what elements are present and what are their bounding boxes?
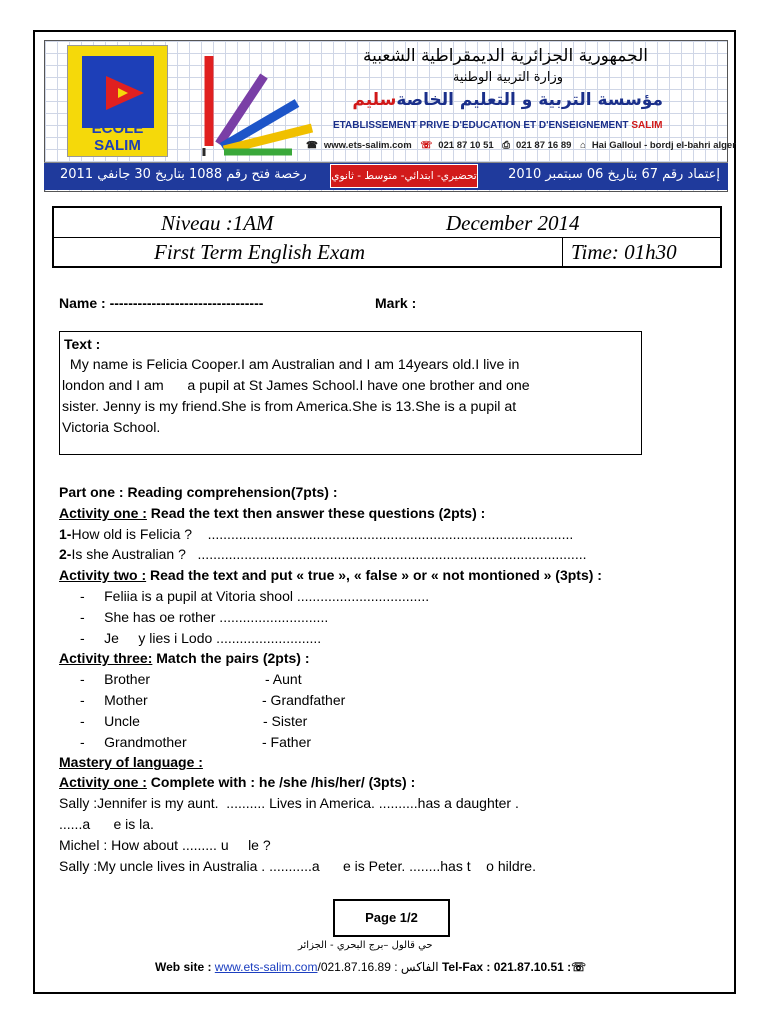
accreditation-text: إعتماد رقم 67 بتاريخ 06 سبتمبر 2010: [508, 167, 720, 182]
activity-two-instruction: Read the text and put « true », « false » or « not montioned » (3pts) :: [146, 567, 602, 583]
match-right-1: - Aunt: [265, 671, 302, 687]
list-item: - She has oe rother ............................: [80, 609, 329, 625]
school-logo: [67, 45, 168, 157]
mastery-line-3[interactable]: Michel : How about ......... u le ?: [59, 837, 271, 853]
header-phone1: 021 87 10 51: [438, 140, 494, 151]
exam-time-cell: [562, 238, 720, 267]
establishment-main: ETABLISSEMENT PRIVE D'EDUCATION ET D'ENSEIGNEMENT: [333, 120, 629, 131]
question-2: [59, 546, 587, 562]
pencils-icon: [172, 48, 317, 156]
reading-paragraph: [62, 355, 640, 439]
footer-website-link[interactable]: www.ets-salim.com: [214, 960, 318, 974]
mastery-heading: Mastery of language :: [59, 754, 203, 770]
telephone-icon: ☏: [571, 960, 587, 974]
paragraph-line: london and I am a pupil at St James School.I have one brother and one: [62, 378, 530, 394]
match-left-2: Mother: [104, 692, 148, 708]
list-item: - Feliia is a pupil at Vitoria shool ..................................: [80, 588, 430, 604]
establishment-salim: SALIM: [631, 120, 663, 131]
match-right-4: - Father: [262, 734, 312, 750]
activity-three-instruction: Match the pairs (2pts) :: [152, 650, 310, 666]
list-item: - Brother: [80, 671, 151, 687]
header-contacts: [306, 140, 742, 151]
activity-two-label: Activity two :: [59, 567, 147, 583]
fax-icon: ⎙: [502, 140, 510, 151]
list-item: - Mother: [80, 692, 148, 708]
question-1-text[interactable]: How old is Felicia ? ..............................................................................................: [71, 526, 574, 542]
footer-fax: /021.87.16.89 : الفاكس: [317, 960, 439, 974]
exam-level: Niveau :1AM: [161, 211, 274, 235]
levels-badge: تحضيري- ابتدائي- متوسط - ثانوي: [330, 164, 478, 188]
mastery-line-1[interactable]: Sally :Jennifer is my aunt. .......... Lives in America. ..........has a daughter .: [59, 795, 519, 811]
globe-icon: ☎: [306, 140, 318, 151]
footer-contacts: [155, 960, 586, 974]
match-left-3: Uncle: [104, 713, 140, 729]
text-heading: Text :: [64, 336, 101, 352]
arabic-republic-title: الجمهورية الجزائرية الديمقراطية الشعبية: [362, 46, 648, 66]
question-2-text[interactable]: Is she Australian ? ....................................................................................................: [71, 546, 587, 562]
activity-one-label: Activity one :: [59, 505, 147, 521]
activity-one-title: [59, 505, 485, 521]
home-icon: ⌂: [580, 140, 586, 151]
exam-time: Time: 01h30: [571, 240, 677, 264]
footer-arabic-address: حي قالول –برج البحري - الجزائر: [298, 940, 433, 951]
header-website: www.ets-salim.com: [323, 140, 412, 151]
footer-tel-fax: Tel-Fax : 021.87.10.51 :: [441, 960, 572, 974]
mastery-activity-one-title: [59, 774, 415, 790]
tf-item-3[interactable]: Je y lies i Lodo ...........................: [104, 630, 322, 646]
header-address: Hai Galloul - bordj el-bahri alger: [591, 140, 736, 151]
mastery-line-2[interactable]: ......a e is la.: [59, 816, 154, 832]
question-1: [59, 526, 573, 542]
exam-title-row1: [54, 208, 720, 238]
exam-title: First Term English Exam: [154, 240, 365, 264]
paragraph-line: Victoria School.: [62, 420, 161, 436]
question-2-number: 2-: [59, 546, 72, 562]
activity-one-instruction: Read the text then answer these questions (2pts) :: [146, 505, 486, 521]
part-one-heading: Part one : Reading comprehension(7pts) :: [59, 484, 338, 500]
page-number: Page 1/2: [333, 899, 450, 937]
phone-icon: ☏: [420, 140, 433, 151]
tf-item-1[interactable]: Feliia is a pupil at Vitoria shool ..................................: [104, 588, 430, 604]
license-text: رخصة فتح رقم 1088 بتاريخ 30 جانفي 2011: [60, 167, 307, 182]
mastery-activity-one-instruction: Complete with : he /she /his/her/ (3pts) :: [146, 774, 416, 790]
tf-item-2[interactable]: She has oe rother ............................: [104, 609, 329, 625]
paragraph-line: My name is Felicia Cooper.I am Australian and I am 14years old.I live in: [62, 357, 520, 373]
mastery-line-4[interactable]: Sally :My uncle lives in Australia . ...........a e is Peter. ........has t o hildre.: [59, 858, 536, 874]
exam-date: December 2014: [446, 211, 580, 235]
establishment-title: [333, 120, 662, 131]
arabic-school-main: مؤسسة التربية و التعليم الخاصة: [396, 90, 663, 110]
activity-three-title: [59, 650, 310, 666]
match-left-4: Grandmother: [104, 734, 187, 750]
list-item: - Je y lies i Lodo ...........................: [80, 630, 322, 646]
activity-three-label: Activity three:: [59, 650, 153, 666]
mastery-activity-one-label: Activity one :: [59, 774, 147, 790]
match-right-3: - Sister: [263, 713, 308, 729]
header-phone2: 021 87 16 89: [515, 140, 572, 151]
footer-website-label: Web site :: [155, 960, 215, 974]
list-item: - Uncle: [80, 713, 140, 729]
name-field[interactable]: Name : ---------------------------------: [59, 295, 264, 311]
arabic-ministry: وزارة التربية الوطنية: [452, 70, 563, 85]
exam-title-table: [52, 206, 722, 268]
match-left-1: Brother: [104, 671, 151, 687]
question-1-number: 1-: [59, 526, 72, 542]
logo-text: ECOLE SALIM: [91, 120, 144, 154]
list-item: - Grandmother: [80, 734, 187, 750]
match-right-2: - Grandfather: [262, 692, 346, 708]
arabic-school-name: [352, 90, 663, 110]
arabic-school-salim: سليم: [352, 90, 397, 110]
mark-field[interactable]: Mark :: [375, 295, 417, 311]
paragraph-line: sister. Jenny is my friend.She is from America.She is 13.She is a pupil at: [62, 399, 517, 415]
activity-two-title: [59, 567, 602, 583]
